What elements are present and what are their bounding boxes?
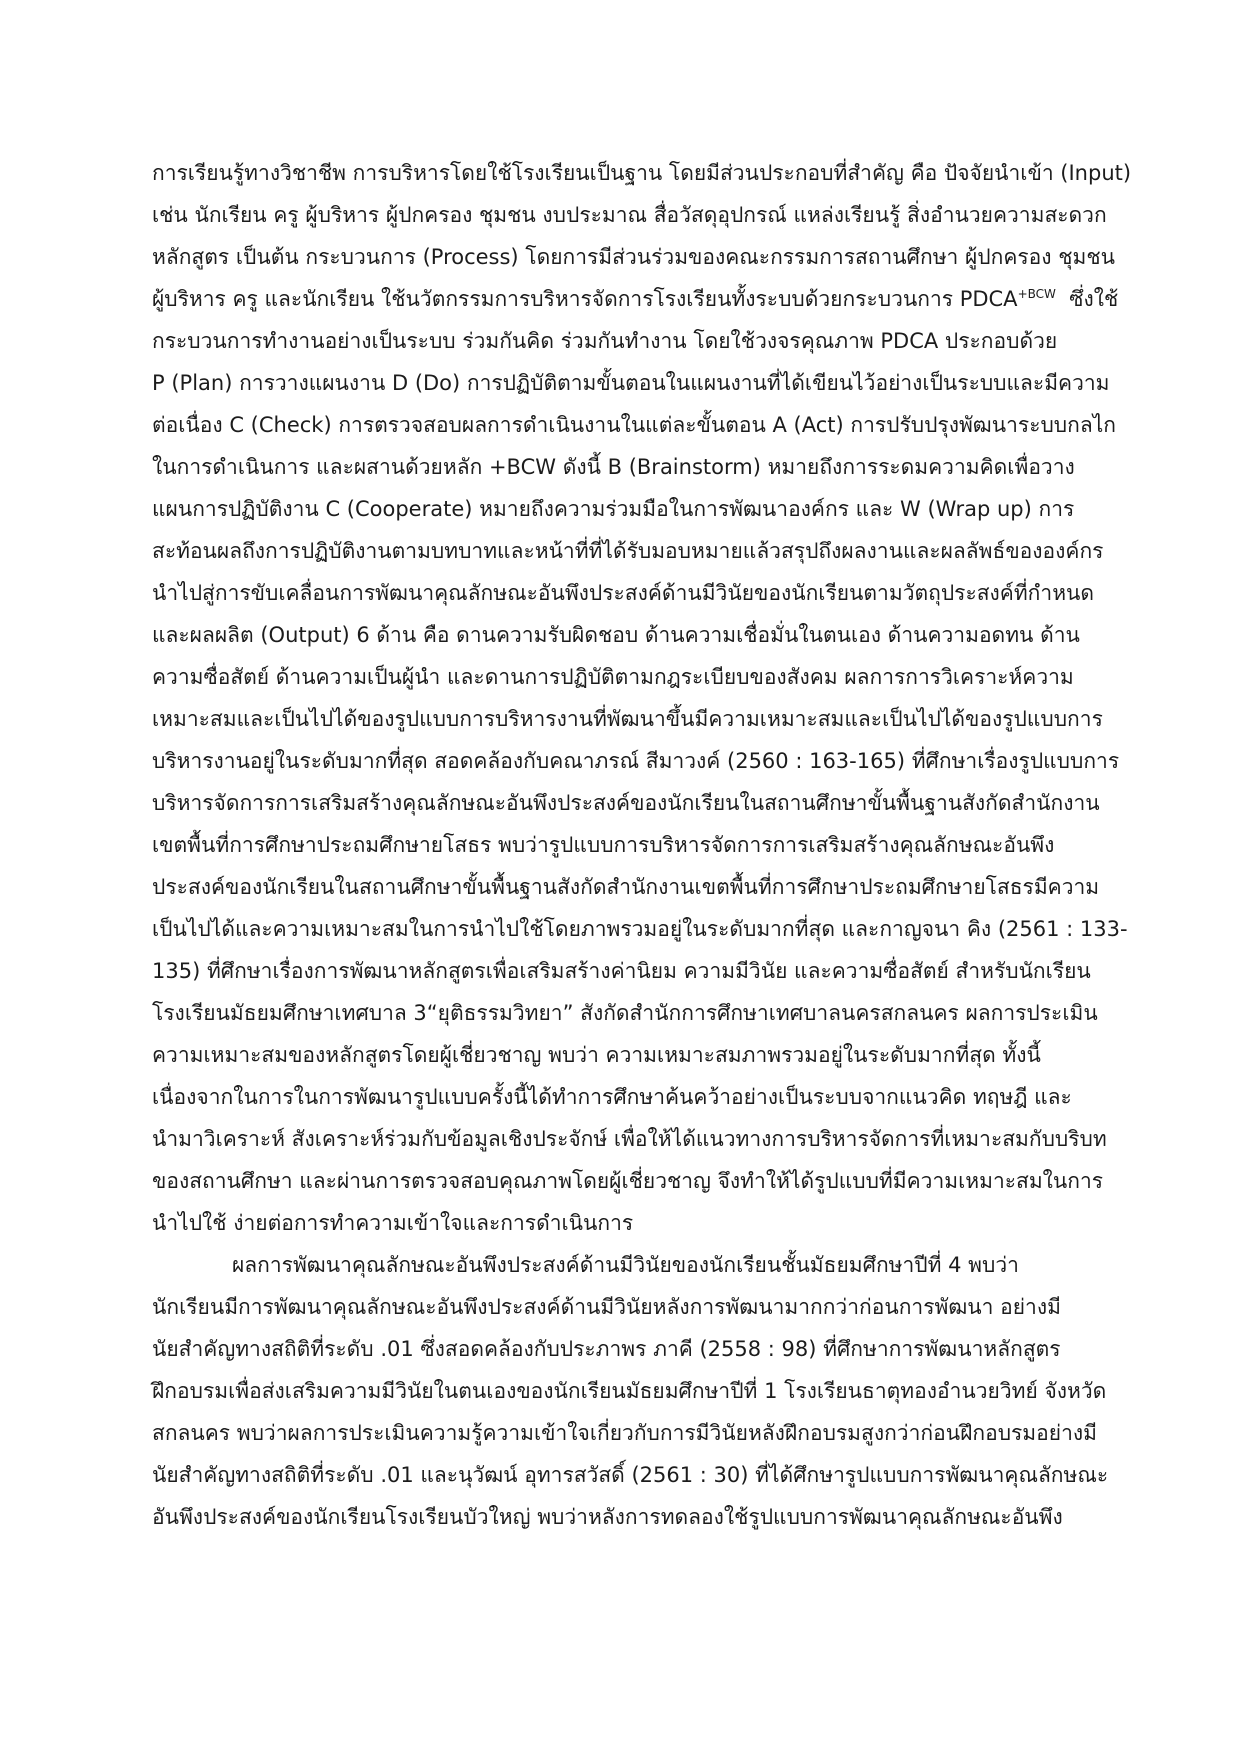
paragraph-discipline-results — [152, 1244, 1109, 1538]
text-line: ต่อเนื่อง C (Check) การตรวจสอบผลการดำเนินงานในแต่ละขั้นตอน A (Act) การปรับปรุงพัฒนาระบบกลไก — [152, 413, 1116, 437]
text-line: สะท้อนผลถึงการปฏิบัติงานตามบทบาทและหน้าที่ที่ได้รับมอบหมายแล้วสรุปถึงผลงานและผลลัพธ์ขององค์กร — [152, 539, 1104, 563]
text-line: กระบวนการทำงานอย่างเป็นระบบ ร่วมกันคิด ร่วมกันทำงาน โดยใช้วงจรคุณภาพ PDCA ประกอบด้วย — [152, 329, 1058, 353]
text-line-main: ผู้บริหาร ครู และนักเรียน ใช้นวัตกรรมการบริหารจัดการโรงเรียนทั้งระบบด้วยกระบวนการ PDCA — [152, 287, 1018, 311]
text-line: นำมาวิเคราะห์ สังเคราะห์ร่วมกับข้อมูลเชิงประจักษ์ เพื่อให้ได้แนวทางการบริหารจัดการที่เหมาะสมกับบริบท — [152, 1127, 1107, 1151]
paragraph-discussion-model — [152, 152, 1132, 1244]
text-line: บริหารจัดการการเสริมสร้างคุณลักษณะอันพึงประสงค์ของนักเรียนในสถานศึกษาขั้นพื้นฐานสังกัดสำนักงาน — [152, 791, 1100, 815]
text-line: โรงเรียนมัธยมศึกษาเทศบาล 3“ยุติธรรมวิทยา” สังกัดสำนักการศึกษาเทศบาลนครสกลนคร ผลการประเมิน — [152, 1001, 1098, 1025]
text-line: บริหารงานอยู่ในระดับมากที่สุด สอดคล้องกับคณาภรณ์ สีมาวงค์ (2560 : 163-165) ที่ศึกษาเรื่องรูปแบบการ — [152, 749, 1120, 773]
text-line: เช่น นักเรียน ครู ผู้บริหาร ผู้ปกครอง ชุมชน งบประมาณ สื่อวัสดุอุปกรณ์ แหล่งเรียนรู้ สิ่งอำนวยความสะดวก — [152, 203, 1107, 227]
text-line: เหมาะสมและเป็นไปได้ของรูปแบบการบริหารงานที่พัฒนาขึ้นมีความเหมาะสมและเป็นไปได้ของรูปแบบการ — [152, 707, 1103, 731]
text-line: เป็นไปได้และความเหมาะสมในการนำไปใช้โดยภาพรวมอยู่ในระดับมากที่สุด และกาญจนา คิง (2561 : 133- — [152, 917, 1128, 941]
text-line: นัยสำคัญทางสถิติที่ระดับ .01 ซึ่งสอดคล้องกับประภาพร ภาคี (2558 : 98) ที่ศึกษาการพัฒนาหลักสูตร — [152, 1337, 1061, 1361]
text-line: เขตพื้นที่การศึกษาประถมศึกษายโสธร พบว่ารูปแบบการบริหารจัดการการเสริมสร้างคุณลักษณะอันพึง — [152, 833, 1055, 857]
text-line: ของสถานศึกษา และผ่านการตรวจสอบคุณภาพโดยผู้เชี่ยวชาญ จึงทำให้ได้รูปแบบที่มีความเหมาะสมในการ — [152, 1169, 1104, 1193]
text-line: และผลผลิต (Output) 6 ด้าน คือ ดานความรับผิดชอบ ด้านความเชื่อมั่นในตนเอง ด้านความอดทน ด้าน — [152, 623, 1080, 647]
body-text — [152, 152, 1132, 1538]
superscript-bcw: +BCW — [1017, 287, 1056, 301]
text-line: เนื่องจากในการในการพัฒนารูปแบบครั้งนี้ได้ทำการศึกษาค้นคว้าอย่างเป็นระบบจากแนวคิด ทฤษฎี และ — [152, 1085, 1072, 1109]
text-line: การเรียนรู้ทางวิชาชีพ การบริหารโดยใช้โรงเรียนเป็นฐาน โดยมีส่วนประกอบที่สำคัญ คือ ปัจจัยนำเข้า (Input) — [152, 161, 1132, 185]
text-line: สกลนคร พบว่าผลการประเมินความรู้ความเข้าใจเกี่ยวกับการมีวินัยหลังฝึกอบรมสูงกว่าก่อนฝึกอบรมอย่างมี — [152, 1421, 1097, 1445]
text-line: อันพึงประสงค์ของนักเรียนโรงเรียนบัวใหญ่ พบว่าหลังการทดลองใช้รูปแบบการพัฒนาคุณลักษณะอันพึง — [152, 1505, 1063, 1529]
text-line: P (Plan) การวางแผนงาน D (Do) การปฏิบัติตามขั้นตอนในแผนงานที่ได้เขียนไว้อย่างเป็นระบบและมีความ — [152, 371, 1110, 395]
text-line-tail: ซึ่งใช้ — [1055, 287, 1119, 311]
text-line: ความซื่อสัตย์ ด้านความเป็นผู้นำ และดานการปฏิบัติตามกฎระเบียบของสังคม ผลการการวิเคราะห์ความ — [152, 665, 1074, 689]
text-line: นักเรียนมีการพัฒนาคุณลักษณะอันพึงประสงค์ด้านมีวินัยหลังการพัฒนามากกว่าก่อนการพัฒนา อย่างมี — [152, 1295, 1061, 1319]
text-line: 135) ที่ศึกษาเรื่องการพัฒนาหลักสูตรเพื่อเสริมสร้างค่านิยม ความมีวินัย และความซื่อสัตย์ สำหรับนักเรียน — [152, 959, 1091, 983]
text-line: ความเหมาะสมของหลักสูตรโดยผู้เชี่ยวชาญ พบว่า ความเหมาะสมภาพรวมอยู่ในระดับมากที่สุด ทั้งนี้ — [152, 1043, 1041, 1067]
text-line: ฝึกอบรมเพื่อส่งเสริมความมีวินัยในตนเองของนักเรียนมัธยมศึกษาปีที่ 1 โรงเรียนธาตุทองอำนวยวิทย์ จังหวัด — [152, 1379, 1107, 1403]
text-line: ประสงค์ของนักเรียนในสถานศึกษาขั้นพื้นฐานสังกัดสำนักงานเขตพื้นที่การศึกษาประถมศึกษายโสธรมีความ — [152, 875, 1100, 899]
text-line: หลักสูตร เป็นต้น กระบวนการ (Process) โดยการมีส่วนร่วมของคณะกรรมการสถานศึกษา ผู้ปกครอง ชุมชน — [152, 245, 1115, 269]
text-line: ผลการพัฒนาคุณลักษณะอันพึงประสงค์ด้านมีวินัยของนักเรียนชั้นมัธยมศึกษาปีที่ 4 พบว่า — [232, 1253, 1019, 1277]
text-line: นัยสำคัญทางสถิติที่ระดับ .01 และนุวัฒน์ อุทารสวัสดิ์ (2561 : 30) ที่ได้ศึกษารูปแบบการพัฒนาคุณลักษณะ — [152, 1463, 1109, 1487]
text-line — [152, 278, 1119, 320]
text-line: นำไปใช้ ง่ายต่อการทำความเข้าใจและการดำเนินการ — [152, 1211, 634, 1235]
text-line: แผนการปฏิบัติงาน C (Cooperate) หมายถึงความร่วมมือในการพัฒนาองค์กร และ W (Wrap up) การ — [152, 497, 1075, 521]
text-line: ในการดำเนินการ และผสานด้วยหลัก +BCW ดังนี้ B (Brainstorm) หมายถึงการระดมความคิดเพื่อวาง — [152, 455, 1075, 479]
text-line: นำไปสู่การขับเคลื่อนการพัฒนาคุณลักษณะอันพึงประสงค์ด้านมีวินัยของนักเรียนตามวัตถุประสงค์ที่กำหนด — [152, 581, 1095, 605]
